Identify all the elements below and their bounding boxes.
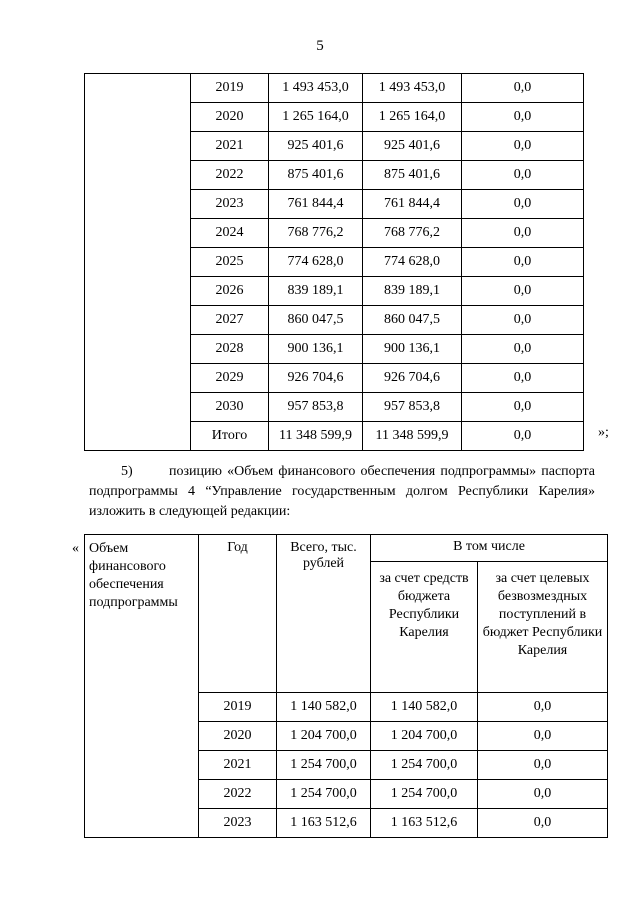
cell-year: Итого xyxy=(191,422,269,451)
subprogram-financing-table xyxy=(84,534,608,838)
closing-quote-mark: »; xyxy=(598,425,609,440)
cell-grants: 0,0 xyxy=(462,364,584,393)
cell-total: 839 189,1 xyxy=(269,277,363,306)
cell-budget: 926 704,6 xyxy=(363,364,462,393)
cell-year: 2026 xyxy=(191,277,269,306)
cell-grants: 0,0 xyxy=(478,751,608,780)
cell-total: 11 348 599,9 xyxy=(269,422,363,451)
cell-year: 2028 xyxy=(191,335,269,364)
cell-year: 2022 xyxy=(199,780,277,809)
cell-total: 1 204 700,0 xyxy=(277,722,371,751)
cell-year: 2019 xyxy=(199,693,277,722)
cell-total: 774 628,0 xyxy=(269,248,363,277)
cell-budget: 957 853,8 xyxy=(363,393,462,422)
cell-total: 768 776,2 xyxy=(269,219,363,248)
cell-budget: 1 493 453,0 xyxy=(363,74,462,103)
cell-year: 2030 xyxy=(191,393,269,422)
financing-table-body xyxy=(85,74,584,451)
cell-budget: 768 776,2 xyxy=(363,219,462,248)
cell-grants: 0,0 xyxy=(478,722,608,751)
cell-grants: 0,0 xyxy=(462,190,584,219)
page-number: 5 xyxy=(316,38,324,54)
header-including: В том числе xyxy=(371,535,608,562)
paragraph-number: 5) xyxy=(121,464,133,479)
cell-budget: 1 254 700,0 xyxy=(371,751,478,780)
cell-grants: 0,0 xyxy=(462,74,584,103)
cell-total: 1 493 453,0 xyxy=(269,74,363,103)
opening-quote-mark: « xyxy=(72,541,79,556)
cell-budget: 761 844,4 xyxy=(363,190,462,219)
cell-grants: 0,0 xyxy=(478,693,608,722)
cell-grants: 0,0 xyxy=(462,132,584,161)
cell-budget: 1 140 582,0 xyxy=(371,693,478,722)
cell-budget: 839 189,1 xyxy=(363,277,462,306)
cell-budget: 774 628,0 xyxy=(363,248,462,277)
header-grants: за счет целевых безвозмездных поступлений в бюджет Республики Карелия xyxy=(478,562,608,693)
cell-year: 2024 xyxy=(191,219,269,248)
cell-budget: 1 254 700,0 xyxy=(371,780,478,809)
cell-total: 925 401,6 xyxy=(269,132,363,161)
row-label: Объем финансового обеспечения подпрограммы xyxy=(89,541,178,610)
cell-year: 2021 xyxy=(191,132,269,161)
cell-grants: 0,0 xyxy=(462,161,584,190)
cell-total: 900 136,1 xyxy=(269,335,363,364)
cell-grants: 0,0 xyxy=(462,335,584,364)
paragraph-text: позицию «Объем финансового обеспечения подпрограммы» паспорта подпрограммы 4 “Управление государственным долгом Республики Карелия» изложить в следующей редакции: xyxy=(89,464,595,519)
cell-budget: 1 204 700,0 xyxy=(371,722,478,751)
cell-year: 2022 xyxy=(191,161,269,190)
cell-total: 926 704,6 xyxy=(269,364,363,393)
cell-total: 761 844,4 xyxy=(269,190,363,219)
cell-year: 2023 xyxy=(199,809,277,838)
cell-total: 875 401,6 xyxy=(269,161,363,190)
cell-budget: 1 163 512,6 xyxy=(371,809,478,838)
cell-grants: 0,0 xyxy=(478,809,608,838)
cell-total: 860 047,5 xyxy=(269,306,363,335)
cell-total: 1 254 700,0 xyxy=(277,780,371,809)
header-year: Год xyxy=(199,535,277,693)
amendment-paragraph xyxy=(89,462,595,522)
row-label-cell xyxy=(85,535,199,838)
cell-total: 1 163 512,6 xyxy=(277,809,371,838)
cell-total: 1 254 700,0 xyxy=(277,751,371,780)
cell-year: 2029 xyxy=(191,364,269,393)
table-row xyxy=(85,74,584,103)
cell-total: 957 853,8 xyxy=(269,393,363,422)
cell-budget: 900 136,1 xyxy=(363,335,462,364)
cell-grants: 0,0 xyxy=(462,306,584,335)
cell-total: 1 140 582,0 xyxy=(277,693,371,722)
header-total: Всего, тыс. рублей xyxy=(277,535,371,693)
cell-year: 2020 xyxy=(199,722,277,751)
cell-budget: 875 401,6 xyxy=(363,161,462,190)
financing-table-continued xyxy=(84,73,584,451)
cell-year: 2023 xyxy=(191,190,269,219)
cell-grants: 0,0 xyxy=(462,103,584,132)
cell-grants: 0,0 xyxy=(462,277,584,306)
cell-year: 2020 xyxy=(191,103,269,132)
cell-grants: 0,0 xyxy=(462,393,584,422)
cell-year: 2027 xyxy=(191,306,269,335)
cell-grants: 0,0 xyxy=(462,219,584,248)
cell-budget: 1 265 164,0 xyxy=(363,103,462,132)
subprogram-financing-table-body xyxy=(85,535,608,838)
header-budget: за счет средств бюджета Республики Карелия xyxy=(371,562,478,693)
table-header-row xyxy=(85,535,608,562)
cell-total: 1 265 164,0 xyxy=(269,103,363,132)
cell-grants: 0,0 xyxy=(462,422,584,451)
cell-year: 2019 xyxy=(191,74,269,103)
row-label-cell xyxy=(85,74,191,451)
cell-year: 2025 xyxy=(191,248,269,277)
cell-budget: 860 047,5 xyxy=(363,306,462,335)
cell-grants: 0,0 xyxy=(478,780,608,809)
cell-year: 2021 xyxy=(199,751,277,780)
cell-budget: 11 348 599,9 xyxy=(363,422,462,451)
cell-grants: 0,0 xyxy=(462,248,584,277)
cell-budget: 925 401,6 xyxy=(363,132,462,161)
